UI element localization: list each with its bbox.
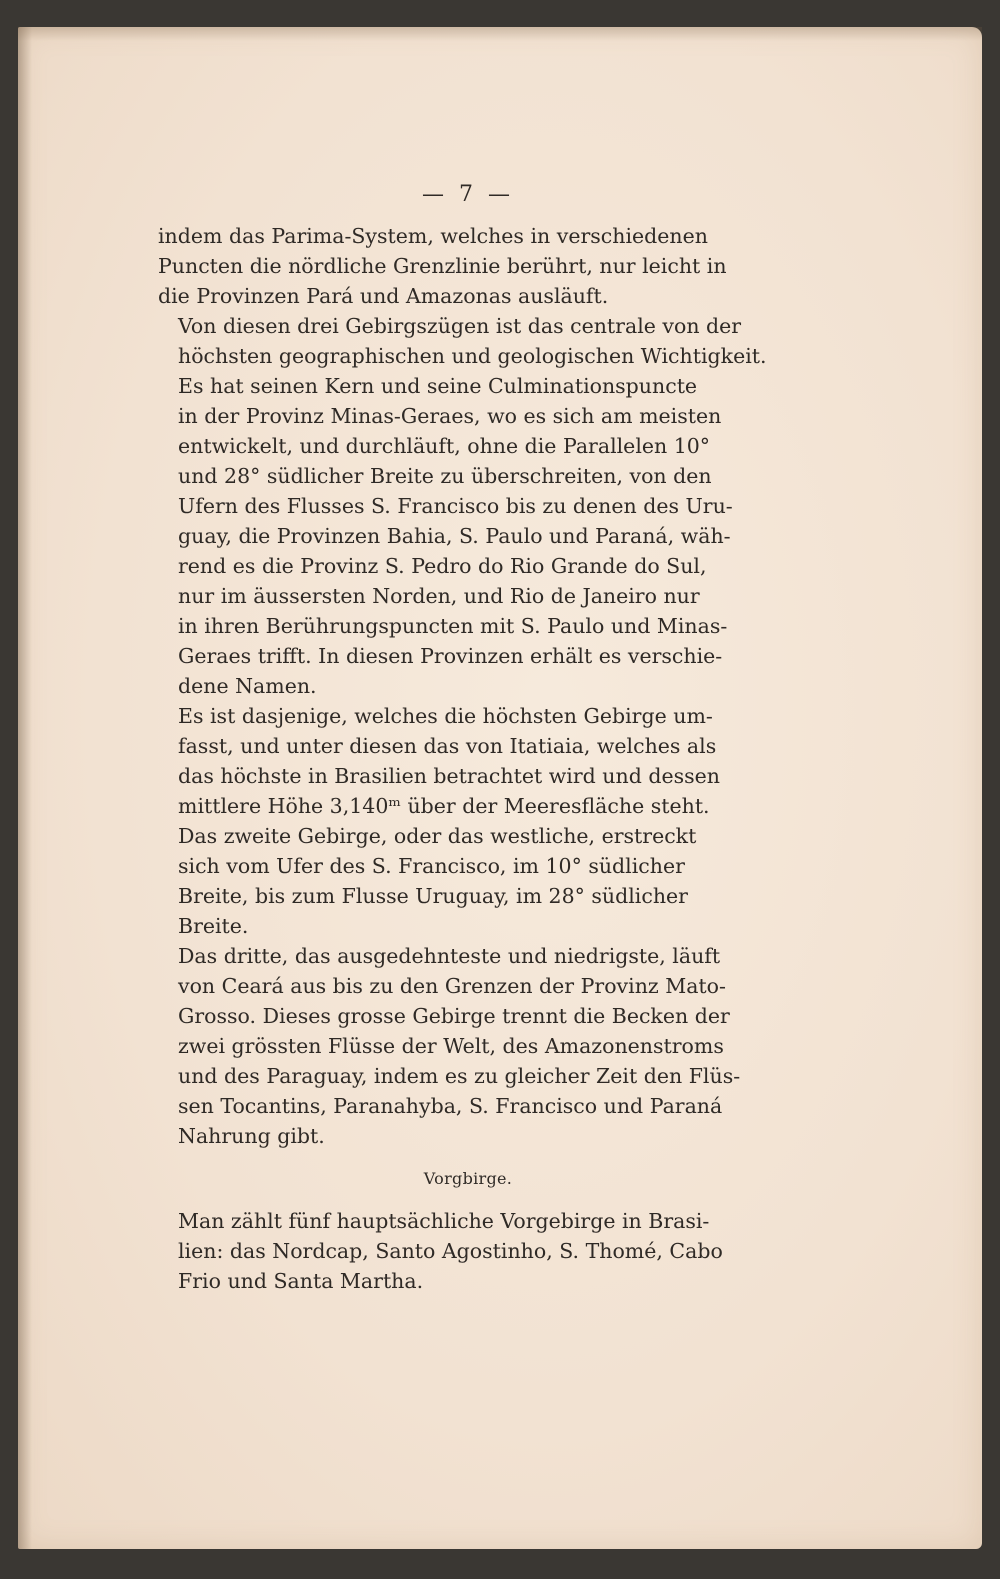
section-paragraph [158, 1206, 778, 1296]
text-line: Grosso. Dieses grosse Gebirge trennt die Becken der [178, 1004, 730, 1028]
text-line: mittlere Höhe 3,140ᵐ über der Meeresfläche steht. [178, 794, 710, 818]
text-line: Von diesen drei Gebirgszügen ist das centrale von der [178, 314, 742, 338]
text-line: entwickelt, und durchläuft, ohne die Parallelen 10° [178, 434, 711, 458]
paragraph-5 [158, 821, 778, 941]
text-line: guay, die Provinzen Bahia, S. Paulo und Paraná, wäh- [178, 524, 731, 548]
text-line: zwei grössten Flüsse der Welt, des Amazonenstroms [178, 1034, 724, 1058]
text-line: fasst, und unter diesen das von Itatiaia, welches als [178, 734, 717, 758]
text-line: lien: das Nordcap, Santo Agostinho, S. Thomé, Cabo [178, 1239, 723, 1263]
text-line: Breite, bis zum Flusse Uruguay, im 28° südlicher [178, 884, 688, 908]
text-line: sich vom Ufer des S. Francisco, im 10° südlicher [178, 854, 685, 878]
text-line: das höchste in Brasilien betrachtet wird und dessen [178, 764, 720, 788]
text-line: Breite. [178, 914, 249, 938]
paragraph-1 [158, 221, 778, 311]
text-line: Man zählt fünf hauptsächliche Vorgebirge in Brasi- [178, 1209, 710, 1233]
paragraph-3 [158, 371, 778, 701]
page-content [158, 182, 778, 1296]
page-number: — 7 — [422, 182, 514, 207]
text-line: Das dritte, das ausgedehnteste und niedrigste, läuft [178, 944, 721, 968]
text-line: Puncten die nördliche Grenzlinie berührt, nur leicht in [158, 254, 727, 278]
text-line: Nahrung gibt. [178, 1124, 325, 1148]
text-line: Geraes trifft. In diesen Provinzen erhält es verschie- [178, 644, 723, 668]
text-line: in der Provinz Minas-Geraes, wo es sich am meisten [178, 404, 722, 428]
spine-shadow [18, 27, 32, 1549]
text-line: und 28° südlicher Breite zu überschreiten, von den [178, 464, 712, 488]
text-line: dene Namen. [178, 674, 317, 698]
text-line: sen Tocantins, Paranahyba, S. Francisco und Paraná [178, 1094, 723, 1118]
text-line: die Provinzen Pará und Amazonas ausläuft. [158, 284, 609, 308]
paragraph-2 [158, 311, 778, 371]
text-line: Es ist dasjenige, welches die höchsten Gebirge um- [178, 704, 713, 728]
text-line: Ufern des Flusses S. Francisco bis zu denen des Uru- [178, 494, 733, 518]
text-line: rend es die Provinz S. Pedro do Rio Grande do Sul, [178, 554, 707, 578]
text-line: höchsten geographischen und geologischen Wichtigkeit. [178, 344, 767, 368]
text-line: von Ceará aus bis zu den Grenzen der Provinz Mato- [178, 974, 726, 998]
text-line: nur im äussersten Norden, und Rio de Janeiro nur [178, 584, 700, 608]
book-page [18, 27, 982, 1549]
text-line: Es hat seinen Kern und seine Culminationspuncte [178, 374, 698, 398]
text-line: in ihren Berührungspuncten mit S. Paulo und Minas- [178, 614, 728, 638]
text-line: Das zweite Gebirge, oder das westliche, erstreckt [178, 824, 697, 848]
section-heading: Vorgbirge. [423, 1169, 513, 1188]
page-top-edge [18, 27, 982, 41]
text-line: Frio und Santa Martha. [178, 1269, 424, 1293]
text-line: indem das Parima-System, welches in verschiedenen [158, 224, 708, 248]
paragraph-6 [158, 941, 778, 1151]
text-line: und des Paraguay, indem es zu gleicher Zeit den Flüs- [178, 1064, 741, 1088]
paragraph-4 [158, 701, 778, 821]
